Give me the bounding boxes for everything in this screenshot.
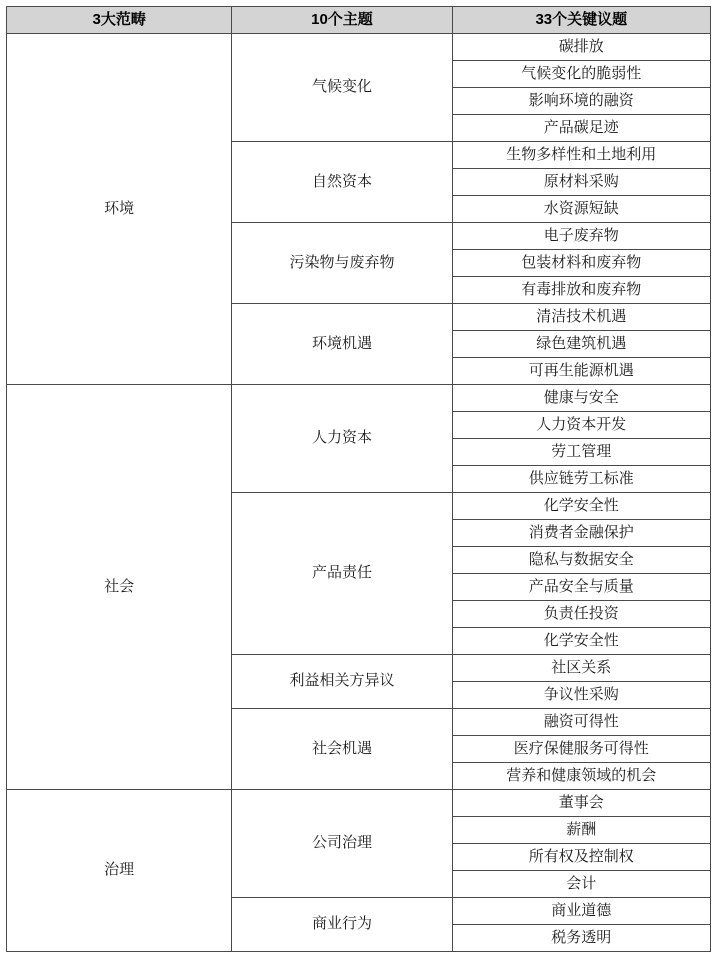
issue-cell: 健康与安全	[452, 385, 710, 412]
issue-cell: 负责任投资	[452, 601, 710, 628]
issue-cell: 化学安全性	[452, 493, 710, 520]
issue-cell: 争议性采购	[452, 682, 710, 709]
table-header	[7, 7, 711, 34]
issue-cell: 隐私与数据安全	[452, 547, 710, 574]
issue-cell: 水资源短缺	[452, 196, 710, 223]
theme-cell: 产品责任	[232, 493, 452, 655]
table-row	[7, 790, 711, 817]
theme-cell: 社会机遇	[232, 709, 452, 790]
header-issue: 33个关键议题	[452, 7, 710, 34]
issue-cell: 医疗保健服务可得性	[452, 736, 710, 763]
issue-cell: 有毒排放和废弃物	[452, 277, 710, 304]
issue-cell: 供应链劳工标准	[452, 466, 710, 493]
issue-cell: 社区关系	[452, 655, 710, 682]
theme-cell: 利益相关方异议	[232, 655, 452, 709]
theme-cell: 自然资本	[232, 142, 452, 223]
issue-cell: 包装材料和废弃物	[452, 250, 710, 277]
theme-cell: 环境机遇	[232, 304, 452, 385]
issue-cell: 人力资本开发	[452, 412, 710, 439]
issue-cell: 劳工管理	[452, 439, 710, 466]
theme-cell: 商业行为	[232, 898, 452, 952]
category-cell: 治理	[7, 790, 232, 952]
category-cell: 环境	[7, 34, 232, 385]
theme-cell: 气候变化	[232, 34, 452, 142]
table-row	[7, 385, 711, 412]
issue-cell: 营养和健康领域的机会	[452, 763, 710, 790]
header-category: 3大范畴	[7, 7, 232, 34]
issue-cell: 清洁技术机遇	[452, 304, 710, 331]
issue-cell: 融资可得性	[452, 709, 710, 736]
issue-cell: 董事会	[452, 790, 710, 817]
issue-cell: 电子废弃物	[452, 223, 710, 250]
header-row	[7, 7, 711, 34]
issue-cell: 生物多样性和土地利用	[452, 142, 710, 169]
issue-cell: 可再生能源机遇	[452, 358, 710, 385]
issue-cell: 碳排放	[452, 34, 710, 61]
issue-cell: 化学安全性	[452, 628, 710, 655]
esg-materiality-table	[6, 6, 711, 952]
issue-cell: 气候变化的脆弱性	[452, 61, 710, 88]
issue-cell: 影响环境的融资	[452, 88, 710, 115]
theme-cell: 人力资本	[232, 385, 452, 493]
issue-cell: 消费者金融保护	[452, 520, 710, 547]
header-theme: 10个主题	[232, 7, 452, 34]
table-body	[7, 34, 711, 952]
issue-cell: 薪酬	[452, 817, 710, 844]
category-cell: 社会	[7, 385, 232, 790]
issue-cell: 原材料采购	[452, 169, 710, 196]
theme-cell: 公司治理	[232, 790, 452, 898]
table-row	[7, 34, 711, 61]
issue-cell: 产品碳足迹	[452, 115, 710, 142]
issue-cell: 商业道德	[452, 898, 710, 925]
issue-cell: 产品安全与质量	[452, 574, 710, 601]
issue-cell: 会计	[452, 871, 710, 898]
issue-cell: 税务透明	[452, 925, 710, 952]
issue-cell: 绿色建筑机遇	[452, 331, 710, 358]
theme-cell: 污染物与废弃物	[232, 223, 452, 304]
issue-cell: 所有权及控制权	[452, 844, 710, 871]
